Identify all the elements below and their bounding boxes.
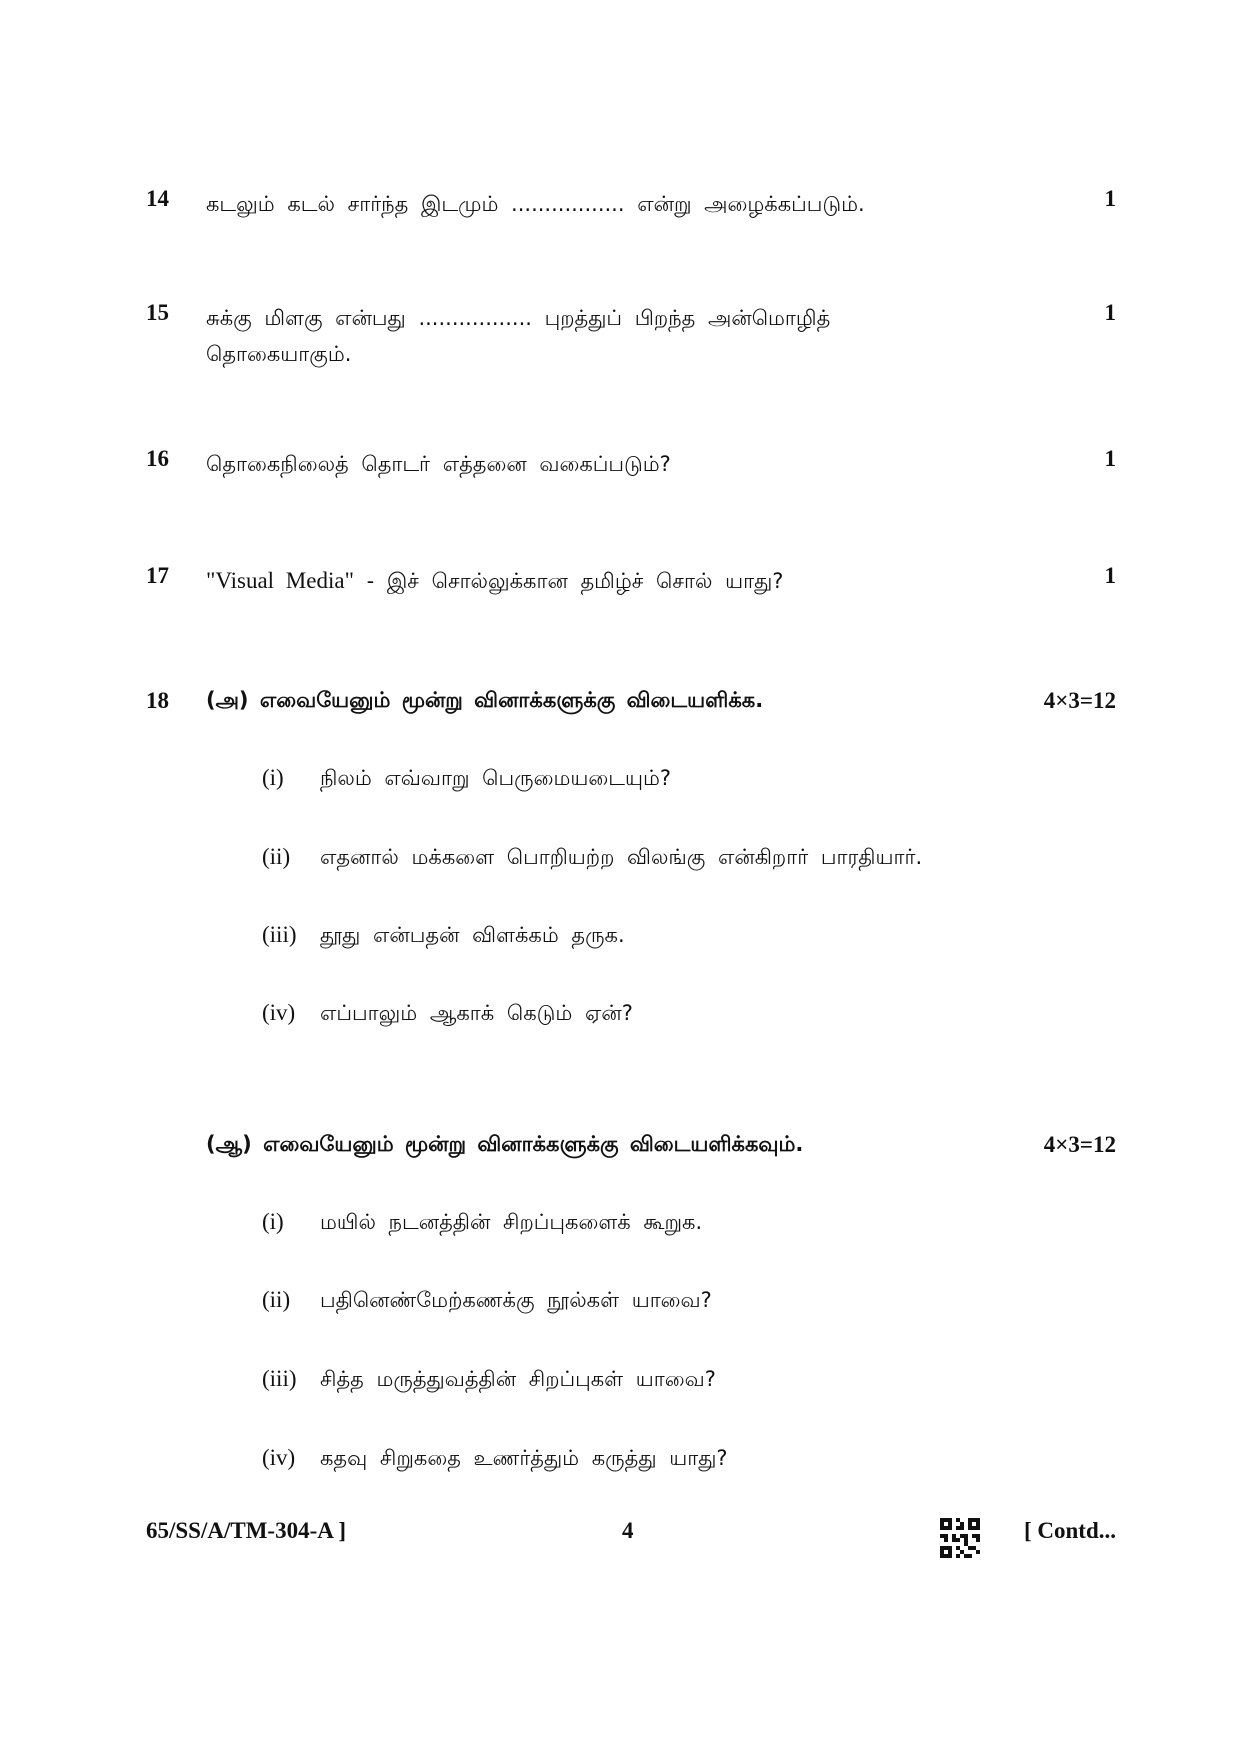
part-a-item-4 <box>262 1000 1062 1028</box>
item-roman: (iii) <box>262 922 297 947</box>
item-roman: (i) <box>262 765 284 790</box>
question-number: 15 <box>146 300 169 325</box>
item-roman: (ii) <box>262 844 291 869</box>
item-roman: (ii) <box>262 1287 291 1312</box>
question-text: கடலும் கடல் சார்ந்த இடமும் ................. என்று அழைக்கப்படும். <box>206 192 865 216</box>
page-footer <box>146 1518 1116 1558</box>
question-number: 14 <box>146 186 169 211</box>
item-text: பதினெண்மேற்கணக்கு நூல்கள் யாவை? <box>320 1288 712 1312</box>
item-text: நிலம் எவ்வாறு பெருமையடையும்? <box>320 766 672 790</box>
question-number: 17 <box>146 563 169 588</box>
part-a-item-3 <box>262 922 1062 950</box>
item-text: எதனால் மக்களை பொறியற்ற விலங்கு என்கிறார் பாரதியார். <box>320 845 923 869</box>
continued-label: [ Contd... <box>1023 1518 1116 1543</box>
item-text: மயில் நடனத்தின் சிறப்புகளைக் கூறுக. <box>320 1210 703 1234</box>
question-text <box>206 563 966 599</box>
question-marks: 1 <box>1104 186 1116 211</box>
part-a-item-1 <box>262 765 1062 793</box>
item-roman: (i) <box>262 1209 284 1234</box>
part-a-label: (அ) எவையேனும் மூன்று வினாக்களுக்கு விடையளிக்க. <box>206 688 764 712</box>
latin-phrase: "Visual Media" <box>206 568 354 593</box>
item-roman: (iii) <box>262 1366 297 1391</box>
question-number: 18 <box>146 688 169 713</box>
part-b-item-1 <box>262 1209 1062 1237</box>
item-text: எப்பாலும் ஆகாக் கெடும் ஏன்? <box>320 1001 633 1025</box>
part-a-item-2 <box>262 844 1062 872</box>
part-b-item-4 <box>262 1445 1062 1473</box>
paper-code: 65/SS/A/TM-304-A ] <box>146 1518 346 1543</box>
question-marks: 1 <box>1104 563 1116 588</box>
item-text: சித்த மருத்துவத்தின் சிறப்புகள் யாவை? <box>320 1367 716 1391</box>
part-b-item-2 <box>262 1287 1062 1315</box>
item-roman: (iv) <box>262 1445 296 1470</box>
item-text: தூது என்பதன் விளக்கம் தருக. <box>320 923 625 947</box>
question-text: தொகைநிலைத் தொடர் எத்தனை வகைப்படும்? <box>206 452 671 476</box>
part-b-item-3 <box>262 1366 1062 1394</box>
part-b-label: (ஆ) எவையேனும் மூன்று வினாக்களுக்கு விடையளிக்கவும். <box>206 1132 804 1156</box>
page-number: 4 <box>622 1518 634 1543</box>
part-b-marks: 4×3=12 <box>1043 1132 1116 1157</box>
question-text: சுக்கு மிளகு என்பது ................. புறத்துப் பிறந்த அன்மொழித் தொகையாகும். <box>206 306 831 366</box>
qr-code-icon <box>940 1518 980 1558</box>
question-number: 16 <box>146 446 169 471</box>
question-marks: 1 <box>1104 446 1116 471</box>
question-text-tamil: - இச் சொல்லுக்கான தமிழ்ச் சொல் யாது? <box>353 569 784 593</box>
item-roman: (iv) <box>262 1000 296 1025</box>
item-text: கதவு சிறுகதை உணர்த்தும் கருத்து யாது? <box>320 1446 728 1470</box>
part-a-marks: 4×3=12 <box>1043 688 1116 713</box>
question-marks: 1 <box>1104 300 1116 325</box>
